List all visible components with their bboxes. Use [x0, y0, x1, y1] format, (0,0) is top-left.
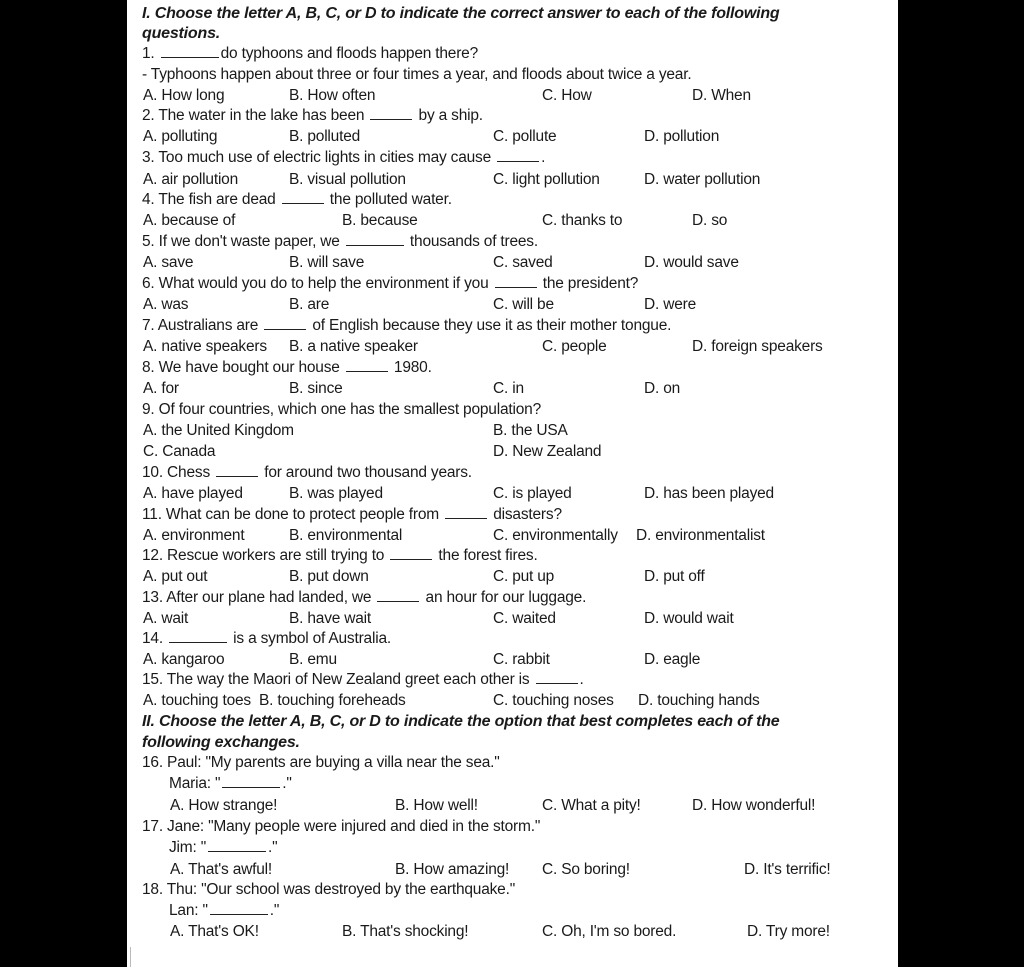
option-c: C. environmentally — [493, 527, 618, 544]
option-a: A. for — [143, 380, 179, 397]
answer-blank — [210, 902, 268, 915]
option-a: A. That's awful! — [170, 861, 272, 878]
option-d: D. It's terrific! — [744, 861, 831, 878]
option-a: A. environment — [143, 527, 245, 544]
option-c: C. people — [542, 338, 607, 355]
question-2: 2. The water in the lake has been by a ship. — [142, 107, 483, 124]
option-c: C. What a pity! — [542, 797, 641, 814]
option-a: A. save — [143, 254, 194, 271]
option-c: C. rabbit — [493, 651, 550, 668]
section2-heading-line2: following exchanges. — [142, 734, 300, 751]
option-c: C. put up — [493, 568, 555, 585]
answer-blank — [497, 149, 539, 162]
option-c: C. touching noses — [493, 692, 614, 709]
option-d: D. When — [692, 87, 751, 104]
option-b: B. put down — [289, 568, 369, 585]
option-d: D. How wonderful! — [692, 797, 816, 814]
question-13: 13. After our plane had landed, we an hour for our luggage. — [142, 589, 587, 606]
question-6: 6. What would you do to help the environment if you the president? — [142, 275, 639, 292]
option-b: B. the USA — [493, 422, 568, 439]
option-c: C. light pollution — [493, 171, 600, 188]
option-c: C. will be — [493, 296, 554, 313]
option-b: B. will save — [289, 254, 365, 271]
exchange-16: 16. Paul: "My parents are buying a villa near the sea." — [142, 754, 500, 771]
question-5: 5. If we don't waste paper, we thousands of trees. — [142, 233, 538, 250]
section2-heading-line1: II. Choose the letter A, B, C, or D to indicate the option that best completes each of the — [142, 713, 780, 730]
exchange-18-reply: Lan: " ." — [169, 902, 280, 919]
exchange-17: 17. Jane: "Many people were injured and died in the storm." — [142, 818, 541, 835]
answer-blank — [216, 464, 258, 477]
answer-blank — [377, 589, 419, 602]
question-9: 9. Of four countries, which one has the smallest population? — [142, 401, 541, 418]
option-b: B. are — [289, 296, 330, 313]
answer-blank — [208, 839, 266, 852]
answer-blank — [222, 775, 280, 788]
option-d: D. environmentalist — [636, 527, 765, 544]
answer-blank — [370, 107, 412, 120]
option-b: B. a native speaker — [289, 338, 418, 355]
option-a: A. the United Kingdom — [143, 422, 294, 439]
option-c: C. in — [493, 380, 524, 397]
exchange-17-reply: Jim: " ." — [169, 839, 278, 856]
option-c: C. thanks to — [542, 212, 623, 229]
page-corner-mark — [130, 947, 141, 967]
question-1-context: - Typhoons happen about three or four times a year, and floods about twice a year. — [142, 66, 692, 83]
exchange-18: 18. Thu: "Our school was destroyed by the earthquake." — [142, 881, 515, 898]
option-d: D. pollution — [644, 128, 720, 145]
option-b: B. was played — [289, 485, 383, 502]
option-d: D. would save — [644, 254, 739, 271]
option-c: C. saved — [493, 254, 553, 271]
option-a: A. How strange! — [170, 797, 278, 814]
question-7: 7. Australians are of English because they use it as their mother tongue. — [142, 317, 672, 334]
option-d: D. New Zealand — [493, 443, 602, 460]
option-c: C. Canada — [143, 443, 216, 460]
option-a: A. How long — [143, 87, 225, 104]
option-b: B. That's shocking! — [342, 923, 469, 940]
option-c: C. is played — [493, 485, 572, 502]
answer-blank — [161, 45, 219, 58]
answer-blank — [169, 630, 227, 643]
option-b: B. since — [289, 380, 343, 397]
question-1: 1. do typhoons and floods happen there? — [142, 45, 479, 62]
option-d: D. water pollution — [644, 171, 761, 188]
exchange-16-reply: Maria: " ." — [169, 775, 292, 792]
option-b: B. polluted — [289, 128, 361, 145]
answer-blank — [445, 506, 487, 519]
question-10: 10. Chess for around two thousand years. — [142, 464, 472, 481]
question-12: 12. Rescue workers are still trying to the forest fires. — [142, 547, 538, 564]
option-a: A. air pollution — [143, 171, 239, 188]
section1-heading-line2: questions. — [142, 25, 221, 42]
answer-blank — [536, 671, 578, 684]
option-d: D. on — [644, 380, 681, 397]
option-b: B. have wait — [289, 610, 372, 627]
option-b: B. How well! — [395, 797, 478, 814]
question-3: 3. Too much use of electric lights in cities may cause . — [142, 149, 546, 166]
question-14: 14. is a symbol of Australia. — [142, 630, 391, 647]
answer-blank — [264, 317, 306, 330]
option-a: A. native speakers — [143, 338, 267, 355]
option-d: D. touching hands — [638, 692, 760, 709]
option-d: D. has been played — [644, 485, 774, 502]
option-a: A. have played — [143, 485, 243, 502]
option-c: C. pollute — [493, 128, 557, 145]
option-b: B. emu — [289, 651, 337, 668]
option-d: D. put off — [644, 568, 705, 585]
option-d: D. would wait — [644, 610, 734, 627]
option-a: A. wait — [143, 610, 189, 627]
option-a: A. touching toes — [143, 692, 251, 709]
option-a: A. kangaroo — [143, 651, 225, 668]
option-c: C. Oh, I'm so bored. — [542, 923, 677, 940]
question-15: 15. The way the Maori of New Zealand greet each other is . — [142, 671, 584, 688]
question-8: 8. We have bought our house 1980. — [142, 359, 432, 376]
option-b: B. visual pollution — [289, 171, 406, 188]
option-d: D. so — [692, 212, 728, 229]
question-4: 4. The fish are dead the polluted water. — [142, 191, 452, 208]
option-a: A. because of — [143, 212, 236, 229]
option-b: B. touching foreheads — [259, 692, 406, 709]
option-b: B. How amazing! — [395, 861, 510, 878]
section1-heading-line1: I. Choose the letter A, B, C, or D to indicate the correct answer to each of the following — [142, 5, 780, 22]
answer-blank — [346, 233, 404, 246]
option-c: C. How — [542, 87, 592, 104]
option-c: C. So boring! — [542, 861, 630, 878]
option-a: A. was — [143, 296, 189, 313]
answer-blank — [282, 191, 324, 204]
question-11: 11. What can be done to protect people from disasters? — [142, 506, 562, 523]
option-d: D. were — [644, 296, 697, 313]
answer-blank — [390, 547, 432, 560]
option-a: A. put out — [143, 568, 208, 585]
worksheet-page — [127, 0, 898, 967]
option-d: D. foreign speakers — [692, 338, 823, 355]
option-d: D. eagle — [644, 651, 701, 668]
option-b: B. because — [342, 212, 418, 229]
answer-blank — [495, 275, 537, 288]
option-c: C. waited — [493, 610, 556, 627]
option-a: A. polluting — [143, 128, 218, 145]
option-b: B. environmental — [289, 527, 403, 544]
answer-blank — [346, 359, 388, 372]
option-d: D. Try more! — [747, 923, 830, 940]
option-b: B. How often — [289, 87, 376, 104]
option-a: A. That's OK! — [170, 923, 259, 940]
